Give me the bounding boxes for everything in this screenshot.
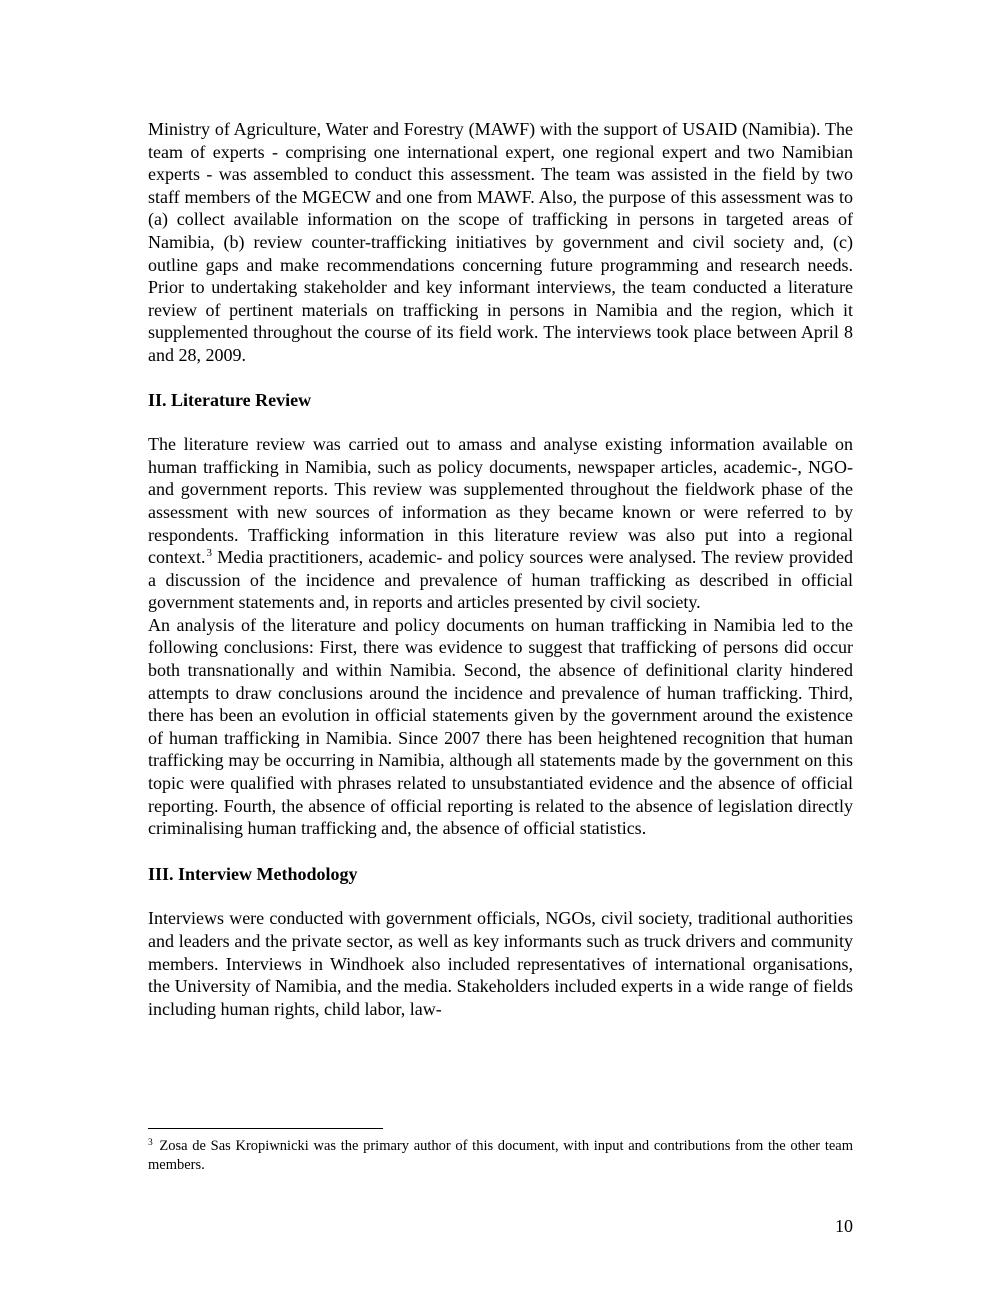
- intro-paragraph: Ministry of Agriculture, Water and Forestry (MAWF) with the support of USAID (Namibia). The team of experts - comprising one international expert, one regional expert and two Namibian experts - was assembled to conduct this assessment. The team was assisted in the field by two staff members of the MGECW and one from MAWF. Also, the purpose of this assessment was to (a) collect available information on the scope of trafficking in persons in targeted areas of Namibia, (b) review counter-trafficking initiatives by government and civil society and, (c) outline gaps and make recommendations concerning future programming and research needs. Prior to undertaking stakeholder and key informant interviews, the team conducted a literature review of pertinent materials on trafficking in persons in Namibia and the region, which it supplemented throughout the course of its field work. The interviews took place between April 8 and 28, 2009.: [148, 119, 853, 365]
- footnote-separator: [148, 1128, 383, 1129]
- footnote-text: Zosa de Sas Kropiwnicki was the primary author of this document, with input and contributions from the other team members.: [148, 1138, 853, 1173]
- page-number: 10: [835, 1216, 853, 1236]
- footnote-reference[interactable]: 3: [206, 547, 212, 560]
- footnote-number: 3: [148, 1138, 153, 1148]
- literature-review-text-before-ref: The literature review was carried out to amass and analyse existing information available on human trafficking in Namibia, such as policy documents, newspaper articles, academic-, NGO- and government reports. This review was supplemented throughout the fieldwork phase of the assessment with new sources of information as they became known or were referred to by respondents. Trafficking information in this literature review was also put into a regional context.: [148, 434, 853, 568]
- footnote: [148, 1137, 853, 1174]
- literature-review-paragraph-2: An analysis of the literature and policy documents on human trafficking in Namibia led to the following conclusions: First, there was evidence to suggest that trafficking of persons did occur both transnationally and within Namibia. Second, the absence of definitional clarity hindered attempts to draw conclusions around the incidence and prevalence of human trafficking. Third, there has been an evolution in official statements given by the government around the existence of human trafficking in Namibia. Since 2007 there has been heightened recognition that human trafficking may be occurring in Namibia, although all statements made by the government on this topic were qualified with phrases related to unsubstantiated evidence and the absence of official reporting. Fourth, the absence of official reporting is related to the absence of legislation directly criminalising human trafficking and, the absence of official statistics.: [148, 614, 853, 839]
- page-body: [148, 118, 853, 1020]
- interview-methodology-paragraph: Interviews were conducted with government officials, NGOs, civil society, traditional authorities and leaders and the private sector, as well as key informants such as truck drivers and community members. Interviews in Windhoek also included representatives of international organisations, the University of Namibia, and the media. Stakeholders included experts in a wide range of fields including human rights, child labor, law-: [148, 908, 853, 1019]
- interview-methodology-heading: III. Interview Methodology: [148, 863, 358, 884]
- literature-review-text-after-ref: Media practitioners, academic- and policy sources were analysed. The review provided a discussion of the incidence and prevalence of human trafficking as described in official government statements and, in reports and articles presented by civil society.: [148, 547, 853, 613]
- literature-review-heading: II. Literature Review: [148, 389, 312, 410]
- literature-review-paragraph-1: [148, 433, 853, 614]
